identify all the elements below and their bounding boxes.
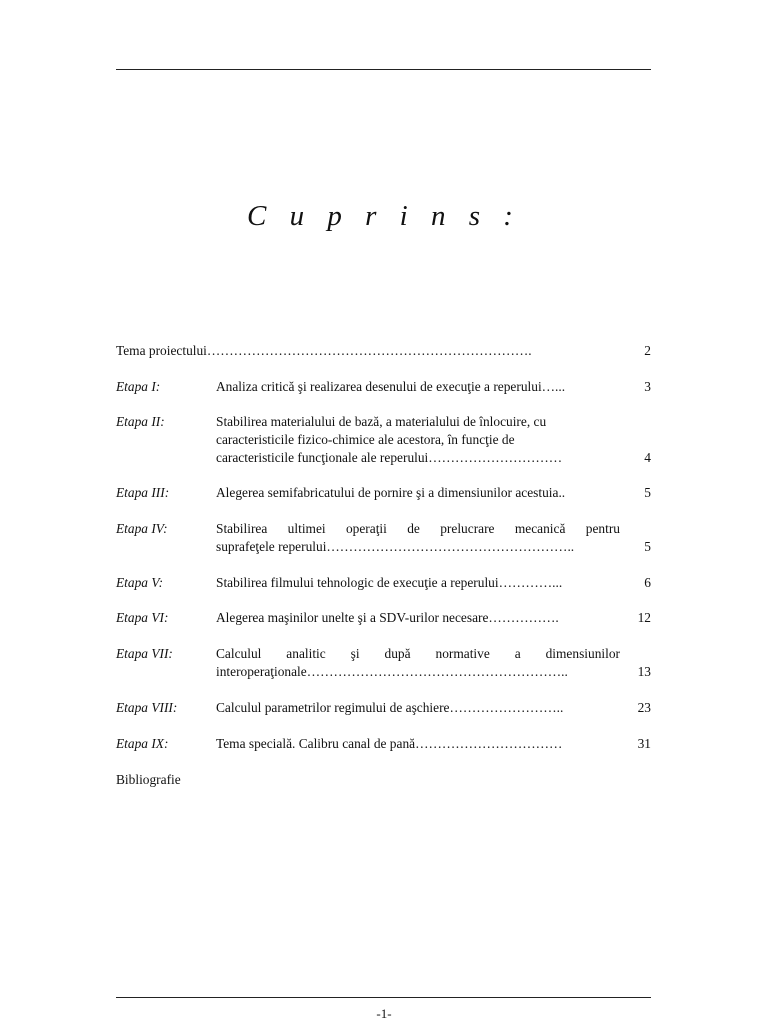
toc-entry-text: Stabilirea materialului de bază, a materialului de înlocuire, cu — [216, 414, 547, 429]
top-rule — [116, 69, 651, 70]
toc-entry-text: caracteristicile funcţionale ale reperului………………………… — [216, 450, 563, 465]
toc-entry-text: interoperaţionale………………………………………………….. — [216, 664, 568, 679]
toc-entry-text: Calculul analitic şi după normative a dimensiunilor — [216, 646, 620, 661]
toc-page-number: 12 — [637, 610, 651, 625]
toc-entry-text: Analiza critică şi realizarea desenului de execuţie a reperului…... — [216, 379, 566, 394]
toc-entry-text: Calculul parametrilor regimului de aşchiere…………………….. — [216, 700, 564, 715]
page-title: C u p r i n s : — [247, 200, 521, 232]
toc-page-number: 5 — [644, 485, 651, 500]
toc-page-number: 13 — [637, 664, 651, 679]
toc-entry-label: Etapa V: — [116, 575, 164, 590]
toc-entry-label: Etapa II: — [116, 414, 165, 429]
toc-entry-text: Alegerea maşinilor unelte şi a SDV-urilor necesare……………. — [216, 610, 559, 625]
toc-page-number: 6 — [644, 575, 651, 590]
toc-page-number: 4 — [644, 450, 651, 465]
toc-entry-label: Etapa VI: — [116, 610, 169, 625]
bottom-rule — [116, 997, 651, 998]
toc-entry-label: Etapa IV: — [116, 521, 168, 536]
toc-entry-label: Etapa VII: — [116, 646, 173, 661]
toc-entry-label: Etapa I: — [116, 379, 161, 394]
toc-entry-text: Stabilirea filmului tehnologic de execuţie a reperului…………... — [216, 575, 563, 590]
toc-entry-label: Etapa III: — [116, 485, 170, 500]
toc-entry-bibliografie: Bibliografie — [116, 772, 181, 787]
toc-page-number: 23 — [637, 700, 651, 715]
toc-page-number: 31 — [637, 736, 651, 751]
toc-page-number: 5 — [644, 539, 651, 554]
toc-entry-text: suprafeţele reperului……………………………………………….. — [216, 539, 575, 554]
toc-entry-text: Stabilirea ultimei operaţii de prelucrare mecanică pentru — [216, 521, 620, 536]
footer-page-number: -1- — [376, 1006, 392, 1021]
toc-entry-label: Etapa VIII: — [116, 700, 178, 715]
toc-entry-text: Tema specială. Calibru canal de pană…………………………… — [216, 736, 563, 751]
toc-entry-text: Alegerea semifabricatului de pornire şi a dimensiunilor acestuia.. — [216, 485, 566, 500]
toc-entry-text: caracteristicile fizico-chimice ale acestora, în funcţie de — [216, 432, 515, 447]
toc-entry-label: Etapa IX: — [116, 736, 169, 751]
toc-page-number: 2 — [644, 343, 651, 358]
toc-page-number: 3 — [644, 379, 651, 394]
toc-entry-text: Tema proiectului………………………………………………………………. — [116, 343, 532, 358]
